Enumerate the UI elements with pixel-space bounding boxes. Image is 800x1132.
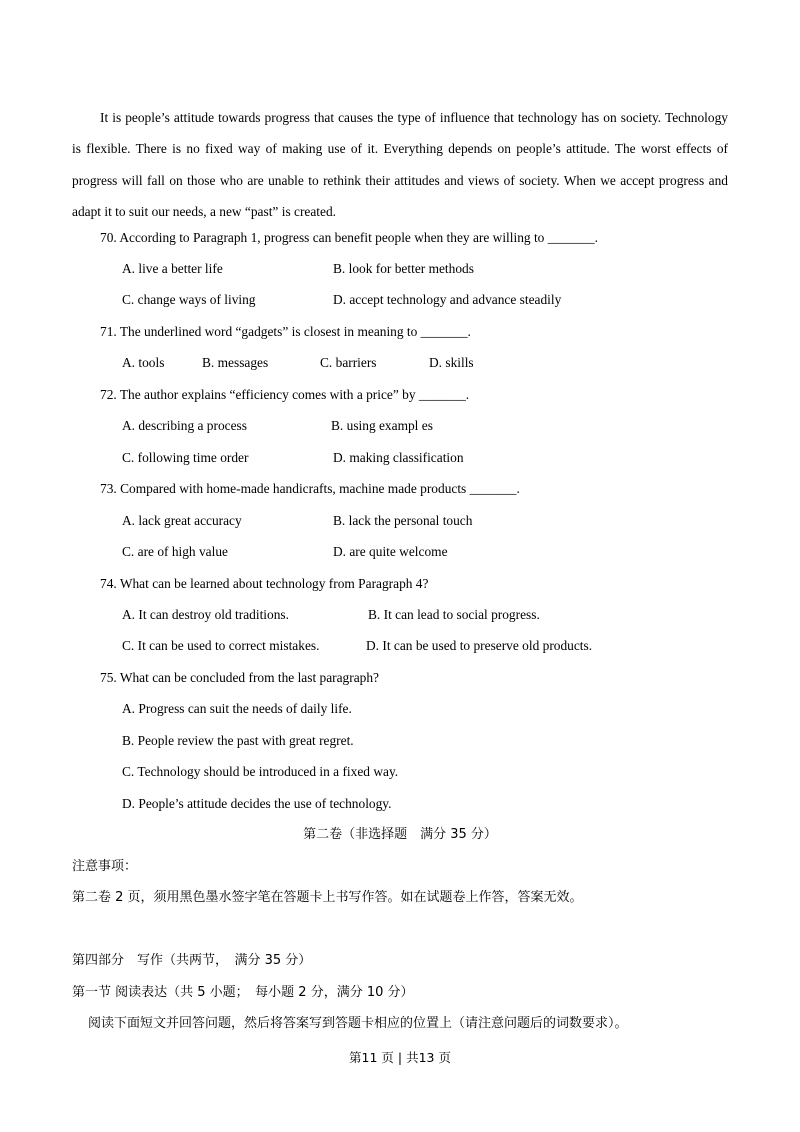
question-71-option-c: C. barriers bbox=[320, 355, 377, 370]
question-74-option-c: C. It can be used to correct mistakes. bbox=[122, 638, 320, 653]
question-73-option-a: A. lack great accuracy bbox=[122, 513, 242, 528]
question-70-option-d: D. accept technology and advance steadily bbox=[333, 292, 562, 307]
question-73-option-c: C. are of high value bbox=[122, 544, 228, 559]
question-71-stem: 71. The underlined word “gadgets” is closest in meaning to _______. bbox=[100, 324, 471, 339]
passage-text: It is people’s attitude towards progress that causes the type of influence that technology has on society. Technology is flexible. There is no fixed way of making use of it. Everything depends on people’s attitude. The worst effects of progress will fall on those who are unable to rethink their attitudes and views of society. When we accept progress and adapt it to suit our needs, a new “past” is created. bbox=[72, 110, 728, 219]
question-72-option-c: C. following time order bbox=[122, 450, 249, 465]
question-75-option-b: B. People review the past with great regret. bbox=[122, 733, 354, 748]
question-72-stem: 72. The author explains “efficiency comes with a price” by _______. bbox=[100, 387, 470, 402]
question-72-option-a: A. describing a process bbox=[122, 418, 247, 433]
part-4-title: 第四部分 写作（共两节， 满分 35 分） bbox=[72, 953, 312, 968]
passage-paragraph bbox=[72, 102, 728, 227]
question-75-option-a: A. Progress can suit the needs of daily life. bbox=[122, 701, 352, 716]
question-75-option-d: D. People’s attitude decides the use of technology. bbox=[122, 796, 392, 811]
question-73-option-d: D. are quite welcome bbox=[333, 544, 448, 559]
question-70-stem: 70. According to Paragraph 1, progress can benefit people when they are willing to _______. bbox=[100, 230, 598, 245]
question-74-option-b: B. It can lead to social progress. bbox=[368, 607, 540, 622]
question-70-option-c: C. change ways of living bbox=[122, 292, 256, 307]
question-72-option-b: B. using exampl es bbox=[331, 418, 433, 433]
question-70-option-a: A. live a better life bbox=[122, 261, 223, 276]
question-73-option-b: B. lack the personal touch bbox=[333, 513, 473, 528]
section-2-title: 第二卷（非选择题 满分 35 分） bbox=[303, 827, 497, 842]
question-73-stem: 73. Compared with home-made handicrafts, machine made products _______. bbox=[100, 481, 520, 496]
question-71-option-d: D. skills bbox=[429, 355, 474, 370]
question-71-option-b: B. messages bbox=[202, 355, 269, 370]
question-75-stem: 75. What can be concluded from the last paragraph? bbox=[100, 670, 379, 685]
notice-text: 第二卷 2 页，须用黑色墨水签字笔在答题卡上书写作答。如在试题卷上作答，答案无效。 bbox=[72, 890, 583, 905]
question-75-option-c: C. Technology should be introduced in a fixed way. bbox=[122, 764, 399, 779]
subsection-1-title: 第一节 阅读表达（共 5 小题； 每小题 2 分，满分 10 分） bbox=[72, 985, 414, 1000]
notice-label: 注意事项： bbox=[72, 859, 138, 874]
question-71-option-a: A. tools bbox=[122, 355, 165, 370]
page-footer: 第11 页 | 共13 页 bbox=[349, 1050, 451, 1065]
reading-instruction: 阅读下面短文并回答问题，然后将答案写到答题卡相应的位置上（请注意问题后的词数要求）。 bbox=[88, 1016, 628, 1031]
question-74-stem: 74. What can be learned about technology from Paragraph 4? bbox=[100, 576, 429, 591]
question-74-option-a: A. It can destroy old traditions. bbox=[122, 607, 289, 622]
question-74-option-d: D. It can be used to preserve old products. bbox=[366, 638, 593, 653]
question-70-option-b: B. look for better methods bbox=[333, 261, 474, 276]
question-72-option-d: D. making classification bbox=[333, 450, 464, 465]
